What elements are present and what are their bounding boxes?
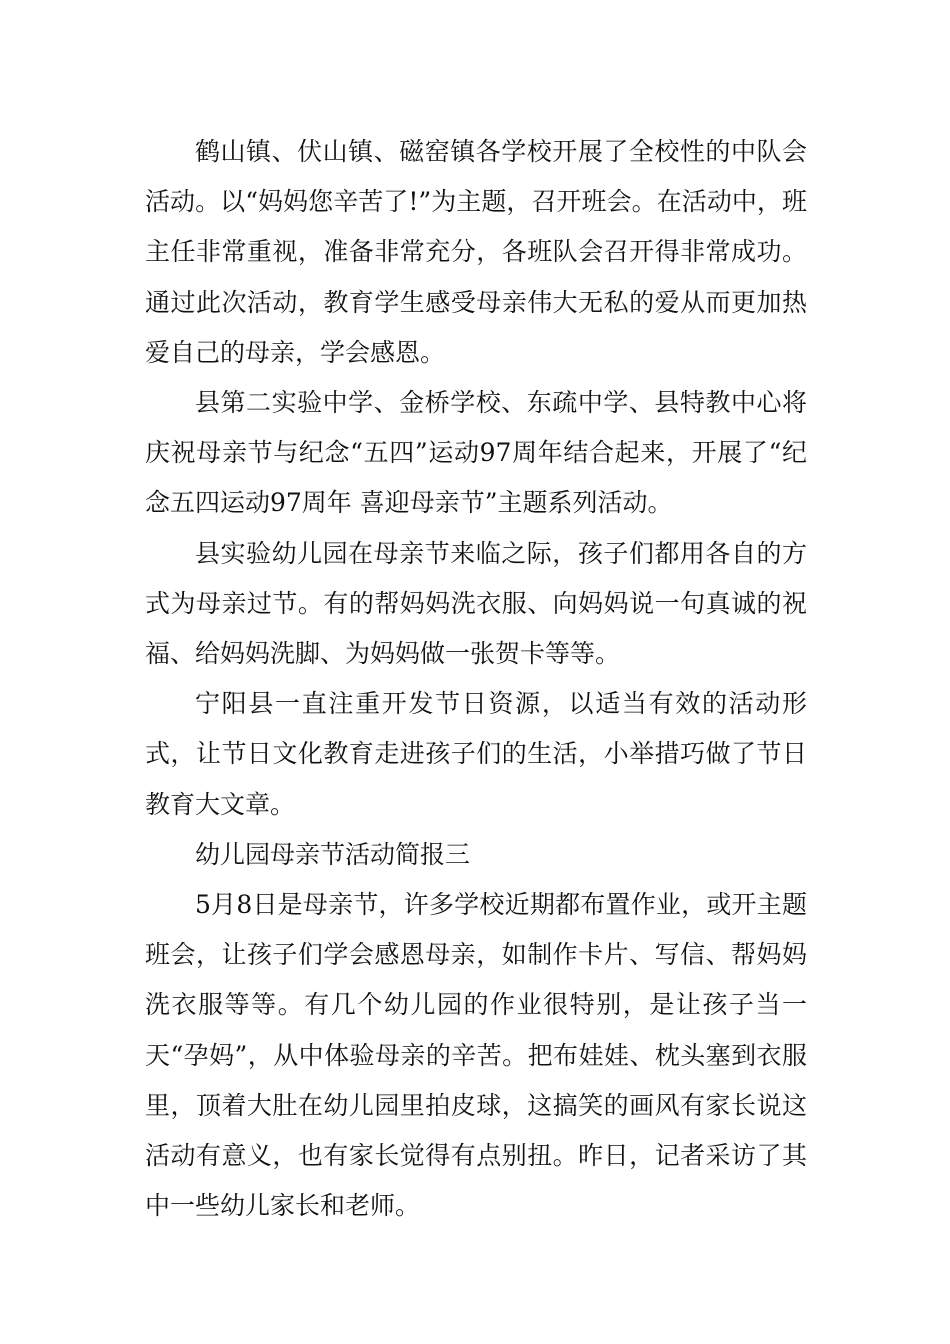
paragraph: 鹤山镇、伏山镇、磁窑镇各学校开展了全校性的中队会活动。以“妈妈您辛苦了!”为主题，召开班会。在活动中，班主任非常重视，准备非常充分，各班队会召开得非常成功。通过此次活动，教育学生感受母亲伟大无私的爱从而更加热爱自己的母亲，学会感恩。 [145, 137, 807, 367]
section-heading: 幼儿园母亲节活动简报三 [195, 839, 471, 869]
document-body [145, 127, 807, 1231]
paragraph: 县实验幼儿园在母亲节来临之际，孩子们都用各自的方式为母亲过节。有的帮妈妈洗衣服、向妈妈说一句真诚的祝福、给妈妈洗脚、为妈妈做一张贺卡等等。 [145, 538, 807, 669]
paragraph: 5月8日是母亲节，许多学校近期都布置作业，或开主题班会，让孩子们学会感恩母亲，如制作卡片、写信、帮妈妈洗衣服等等。有几个幼儿园的作业很特别，是让孩子当一天“孕妈”，从中体验母亲的辛苦。把布娃娃、枕头塞到衣服里，顶着大肚在幼儿园里拍皮球，这搞笑的画风有家长说这活动有意义，也有家长觉得有点别扭。昨日，记者采访了其中一些幼儿家长和老师。 [145, 890, 807, 1221]
paragraph: 县第二实验中学、金桥学校、东疏中学、县特教中心将庆祝母亲节与纪念“五四”运动97周年结合起来，开展了“纪念五四运动97周年 喜迎母亲节”主题系列活动。 [145, 388, 807, 518]
paragraph: 宁阳县一直注重开发节日资源，以适当有效的活动形式，让节日文化教育走进孩子们的生活，小举措巧做了节日教育大文章。 [145, 689, 807, 819]
